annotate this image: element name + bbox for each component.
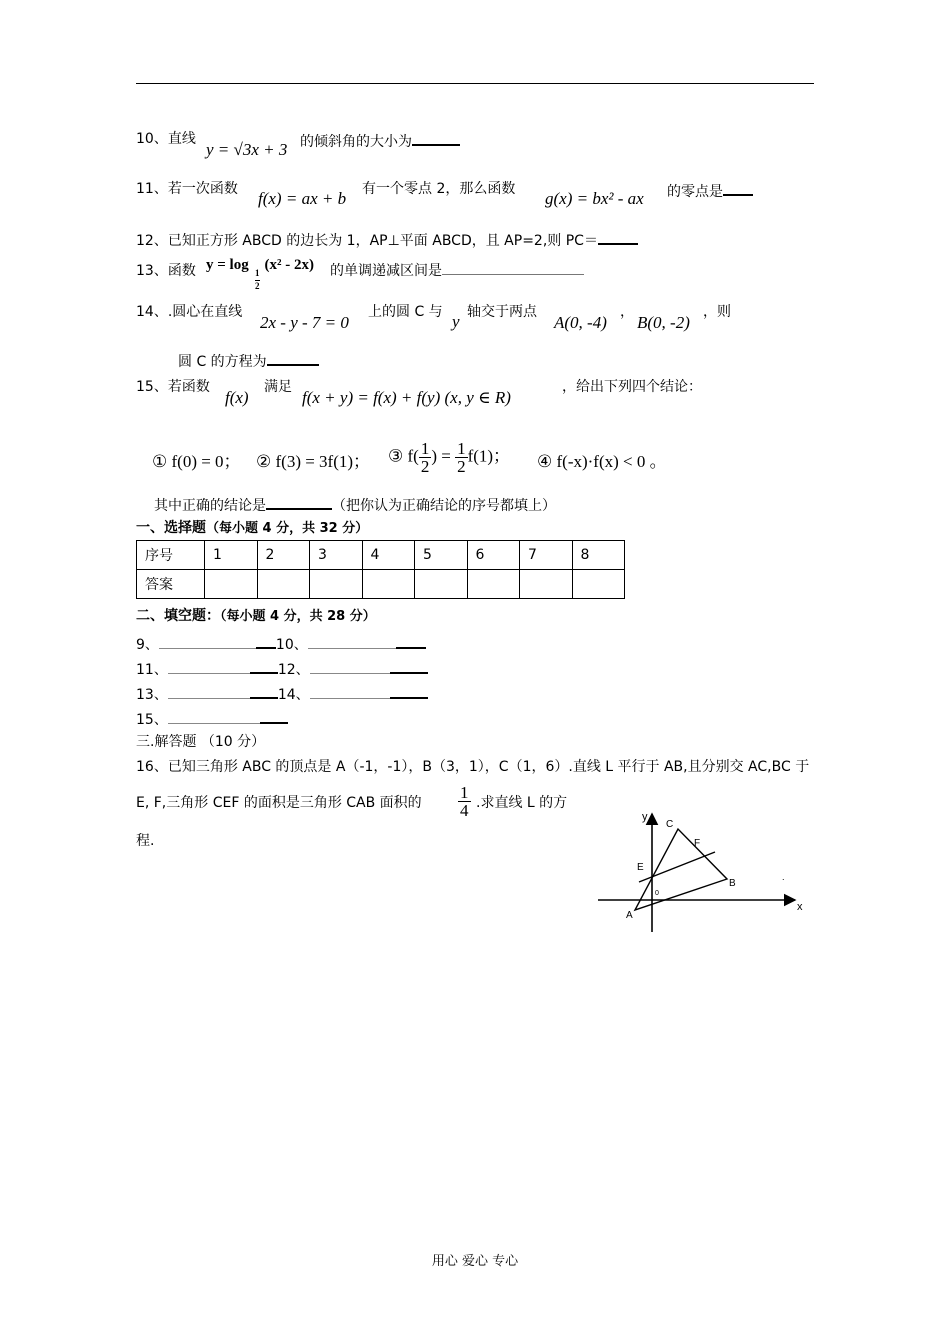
table-cell: 6 — [467, 541, 520, 570]
q14-line2: 圆 C 的方程为 — [178, 350, 319, 371]
line-l — [639, 852, 715, 882]
page-footer: 用心 爱心 专心 — [431, 1254, 519, 1269]
q15-answer-line: 其中正确的结论是 （把你认为正确结论的序号都填上） — [154, 494, 556, 515]
label-b: B — [729, 878, 736, 889]
table-cell: 4 — [362, 541, 415, 570]
section-1-title: 一、选择题（每小题 4 分，共 32 分） — [136, 520, 369, 536]
table-cell: 5 — [415, 541, 468, 570]
answer-cell[interactable] — [205, 570, 258, 599]
table-cell: 8 — [572, 541, 625, 570]
fill-line-4: 15、 — [136, 708, 288, 729]
answer-cell[interactable] — [310, 570, 363, 599]
q14-mid: 上的圆 C 与 — [368, 304, 443, 320]
q14-comma: ， — [620, 304, 634, 320]
table-cell: 7 — [520, 541, 573, 570]
question-16-line2: E, F,三角形 CEF 的面积是三角形 CAB 面积的 — [136, 795, 422, 811]
question-13: 13、函数 — [136, 263, 196, 279]
q14-point-b: B(0, -2) — [637, 313, 690, 332]
triangle-figure — [590, 800, 815, 940]
question-16-line3: 程. — [136, 833, 155, 849]
q10-equation: y = √3x + 3 — [206, 140, 288, 159]
question-10: 10、直线 — [136, 131, 196, 147]
answer-cell[interactable] — [572, 570, 625, 599]
answer-blank — [598, 229, 638, 245]
table-header-cell: 答案 — [137, 570, 205, 599]
answer-blank — [723, 180, 753, 196]
table-header-cell: 序号 — [137, 541, 205, 570]
answer-cell[interactable] — [257, 570, 310, 599]
answer-cell[interactable] — [415, 570, 468, 599]
triangle-abc — [635, 829, 727, 910]
label-origin: 0 — [655, 890, 659, 897]
log-base: 1 2 — [255, 268, 260, 291]
conclusion-1: ① f(0) = 0； — [152, 452, 241, 471]
q11-f: f(x) = ax + b — [258, 189, 347, 208]
section-3-title: 三.解答题 （10 分） — [136, 734, 266, 750]
question-16: 16、已知三角形 ABC 的顶点是 A（-1，-1），B（3，1），C（1，6）.直线 L 平行于 AB,且分别交 AC,BC 于 — [136, 759, 810, 775]
header-rule — [136, 83, 814, 84]
answer-cell[interactable] — [520, 570, 573, 599]
table-row — [137, 541, 625, 570]
table-cell: 1 — [205, 541, 258, 570]
q15-mid: 满足 — [264, 379, 292, 395]
question-12: 12、已知正方形 ABCD 的边长为 1，AP⊥平面 ABCD，且 AP=2,则 PC＝ — [136, 229, 638, 250]
q10-tail: 的倾斜角的大小为 — [300, 130, 460, 151]
label-f: F — [694, 838, 701, 849]
q11-mid: 有一个零点 2，那么函数 — [362, 181, 516, 197]
question-15: 15、若函数 — [136, 379, 210, 395]
answer-blank — [266, 494, 332, 510]
q14-line: 2x - y - 7 = 0 — [260, 313, 349, 332]
label-a: A — [626, 910, 633, 921]
fill-line-2: 11、 12、 — [136, 658, 428, 679]
half-fraction: $\frac{1}{2}$ — [420, 439, 430, 476]
answer-table — [136, 540, 625, 599]
question-11: 11、若一次函数 — [136, 181, 238, 197]
fill-line-3: 13、 14、 — [136, 683, 428, 704]
label-c: C — [666, 819, 674, 830]
answer-blank — [267, 350, 319, 366]
label-e: E — [637, 862, 644, 873]
fill-line-1: 9、 10、 — [136, 633, 426, 654]
table-cell: 3 — [310, 541, 363, 570]
q11-g: g(x) = bx² - ax — [545, 189, 644, 208]
q15-tail: ，给出下列四个结论： — [562, 379, 702, 395]
answer-blank — [412, 130, 460, 146]
q13-function: y = log 1 2 (x² - 2x) — [206, 257, 314, 291]
q15-f: f(x) — [225, 388, 249, 407]
table-cell: 2 — [257, 541, 310, 570]
question-14: 14、.圆心在直线 — [136, 304, 243, 320]
label-y: y — [642, 811, 648, 823]
q14-axis: y — [452, 312, 460, 331]
conclusion-4: ④ f(-x)·f(x) < 0 。 — [537, 452, 667, 471]
label-x: x — [797, 901, 803, 913]
conclusion-2: ② f(3) = 3f(1)； — [256, 452, 371, 471]
q13-tail: 的单调递减区间是 — [330, 262, 584, 280]
answer-cell[interactable] — [467, 570, 520, 599]
section-2-title: 二、填空题：（每小题 4 分，共 28 分） — [136, 608, 376, 624]
q14-point-a: A(0, -4) — [554, 313, 607, 332]
q14-mid2: 轴交于两点 — [467, 304, 537, 320]
half-fraction: $\frac{1}{2}$ — [457, 439, 466, 476]
q15-equation: f(x + y) = f(x) + f(y) (x, y ∈ R) — [302, 388, 511, 407]
quarter-fraction: $\frac{1}{4}$ — [460, 783, 469, 820]
stray-dot: . — [782, 872, 785, 882]
q11-tail: 的零点是 — [667, 180, 753, 201]
answer-blank — [442, 274, 584, 275]
conclusion-3: ③ f( $\frac{1}{2}$ ) = $\frac{1}{2}$ f(1)； — [388, 439, 511, 476]
table-row — [137, 570, 625, 599]
q14-tail: ，则 — [703, 304, 731, 320]
answer-cell[interactable] — [362, 570, 415, 599]
question-16-line2b: .求直线 L 的方 — [476, 795, 568, 811]
